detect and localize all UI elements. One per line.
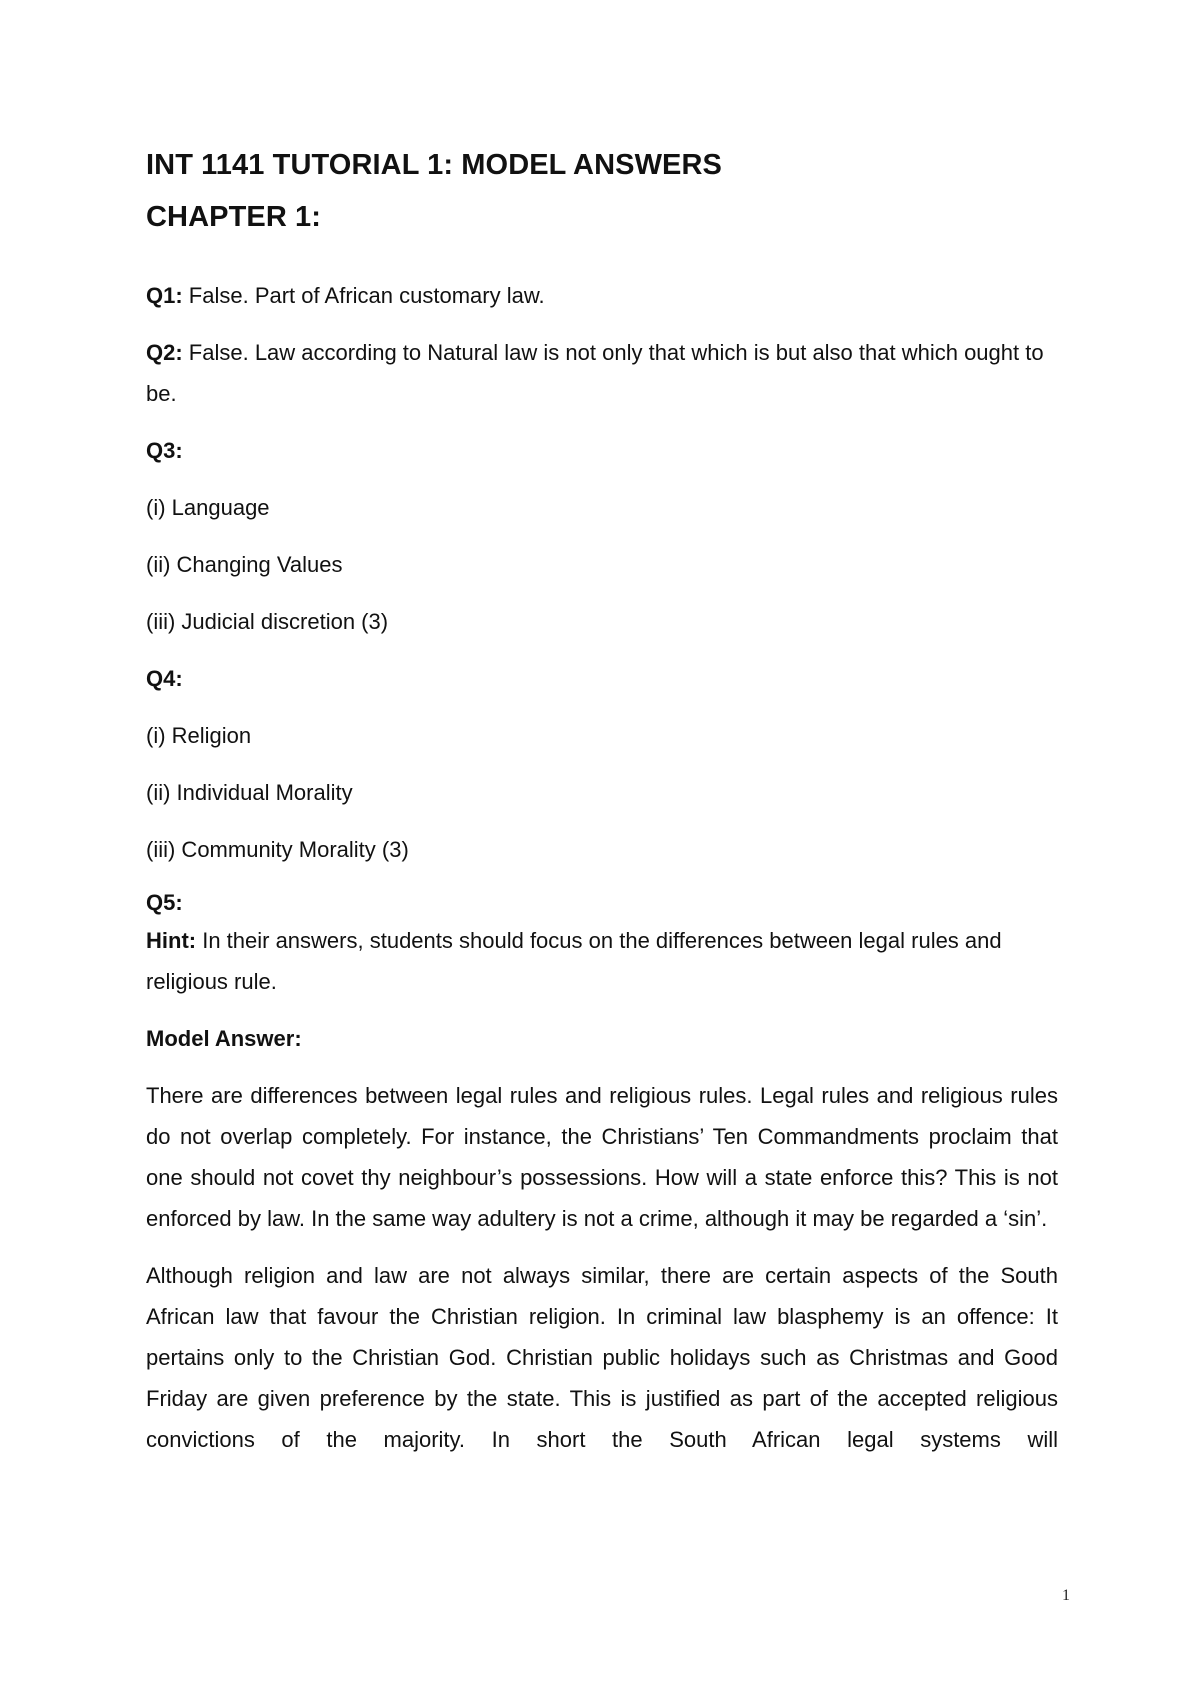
question-5-label: Q5: [146,889,183,915]
question-2-answer: False. Law according to Natural law is not only that which is but also that which ought to be. [146,339,1044,406]
question-4-label: Q4: [146,665,183,691]
model-answer-label: Model Answer: [146,1025,302,1051]
question-2 [146,332,1058,414]
chapter-heading: CHAPTER 1: [146,200,322,233]
question-3-label: Q3: [146,437,183,463]
model-answer-paragraph-2: Although religion and law are not always similar, there are certain aspects of the South African law that favour the Christian religion. In criminal law blasphemy is an offence: It pertains only to the Christian God. Christian public holidays such as Christmas and Good Friday are given preference by the state. This is justified as part of the accepted religious convictions of the majority. In short the South African legal systems will [146,1262,1058,1452]
question-4-item-3: (iii) Community Morality (3) [146,836,409,862]
model-answer-paragraph-1: There are differences between legal rules and religious rules. Legal rules and religious rules do not overlap completely. For instance, the Christians’ Ten Commandments proclaim that one should not covet thy neighbour’s possessions. How will a state enforce this? This is not enforced by law. In the same way adultery is not a crime, although it may be regarded a ‘sin’. [146,1082,1058,1231]
page-number: 1 [1062,1587,1070,1604]
document-title: INT 1141 TUTORIAL 1: MODEL ANSWERS [146,149,722,181]
question-5-hint [146,920,1058,1002]
document-body [146,148,1058,1460]
question-1-answer: False. Part of African customary law. [182,282,545,308]
question-4-item-1: (i) Religion [146,722,252,748]
question-4-item-2: (ii) Individual Morality [146,779,353,805]
question-3-item-1: (i) Language [146,494,270,520]
hint-text: In their answers, students should focus on the differences between legal rules and religious rule. [146,927,1002,994]
question-1-label: Q1: [146,282,183,308]
hint-label: Hint: [146,927,197,953]
question-2-label: Q2: [146,339,183,365]
question-3-item-3: (iii) Judicial discretion (3) [146,608,389,634]
question-1 [146,275,1058,316]
question-3-item-2: (ii) Changing Values [146,551,343,577]
